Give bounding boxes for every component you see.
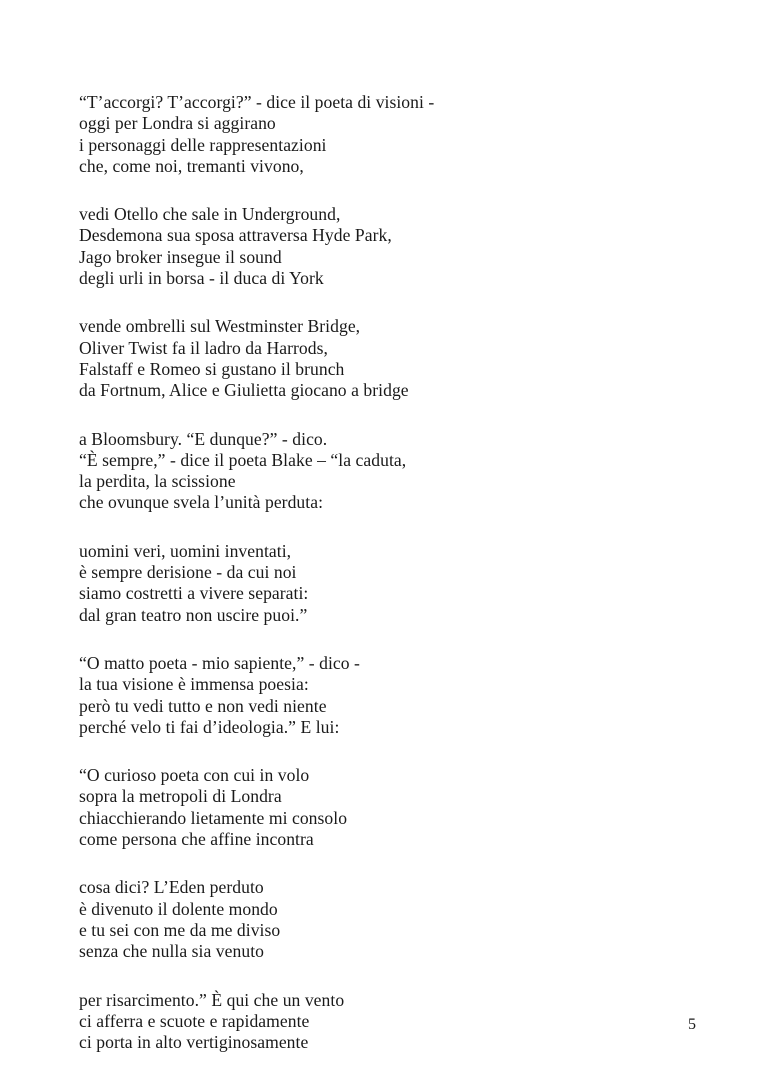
- poem-line: e tu sei con me da me diviso: [79, 919, 281, 940]
- stanza: [79, 92, 719, 177]
- poem-line: senza che nulla sia venuto: [79, 941, 264, 962]
- poem-body: [79, 92, 719, 1080]
- stanza: [79, 765, 719, 850]
- poem-line: perché velo ti fai d’ideologia.” E lui:: [79, 716, 340, 737]
- poem-line: vende ombrelli sul Westminster Bridge,: [79, 316, 361, 337]
- poem-line: la perdita, la scissione: [79, 471, 236, 492]
- poem-line: da Fortnum, Alice e Giulietta giocano a bridge: [79, 380, 409, 401]
- poem-line: però tu vedi tutto e non vedi niente: [79, 695, 327, 716]
- poem-line: i personaggi delle rappresentazioni: [79, 134, 327, 155]
- poem-line: che ovunque svela l’unità perduta:: [79, 492, 324, 513]
- poem-line: “O curioso poeta con cui in volo: [79, 765, 310, 786]
- stanza: [79, 429, 719, 514]
- poem-line: “È sempre,” - dice il poeta Blake – “la caduta,: [79, 449, 407, 470]
- poem-line: Oliver Twist fa il ladro da Harrods,: [79, 337, 328, 358]
- poem-line: sopra la metropoli di Londra: [79, 786, 282, 807]
- stanza: [79, 316, 719, 401]
- poem-line: Falstaff e Romeo si gustano il brunch: [79, 358, 345, 379]
- poem-line: è sempre derisione - da cui noi: [79, 562, 297, 583]
- poem-line: per risarcimento.” È qui che un vento: [79, 989, 345, 1010]
- poem-line: chiacchierando lietamente mi consolo: [79, 807, 348, 828]
- poem-line: dal gran teatro non uscire puoi.”: [79, 604, 308, 625]
- poem-line: come persona che affine incontra: [79, 829, 314, 850]
- poem-line: siamo costretti a vivere separati:: [79, 583, 309, 604]
- poem-line: ci porta in alto vertiginosamente: [79, 1032, 309, 1053]
- stanza: [79, 877, 719, 962]
- poem-line: degli urli in borsa - il duca di York: [79, 268, 324, 289]
- stanza: [79, 653, 719, 738]
- poem-line: oggi per Londra si aggirano: [79, 113, 276, 134]
- poem-line: Desdemona sua sposa attraversa Hyde Park,: [79, 225, 392, 246]
- poem-line: è divenuto il dolente mondo: [79, 898, 278, 919]
- stanza: [79, 204, 719, 289]
- poem-line: cosa dici? L’Eden perduto: [79, 877, 264, 898]
- stanza: [79, 541, 719, 626]
- poem-line: “O matto poeta - mio sapiente,” - dico -: [79, 652, 360, 673]
- stanza: [79, 990, 719, 1054]
- poem-line: uomini veri, uomini inventati,: [79, 540, 292, 561]
- poem-line: Jago broker insegue il sound: [79, 246, 282, 267]
- poem-line: ci afferra e scuote e rapidamente: [79, 1010, 310, 1031]
- poem-line: a Bloomsbury. “E dunque?” - dico.: [79, 428, 328, 449]
- poem-line: la tua visione è immensa poesia:: [79, 674, 309, 695]
- poem-line: “T’accorgi? T’accorgi?” - dice il poeta di visioni -: [79, 92, 435, 112]
- poem-line: vedi Otello che sale in Underground,: [79, 204, 341, 225]
- poem-line: che, come noi, tremanti vivono,: [79, 155, 304, 176]
- page-number: 5: [688, 1016, 696, 1033]
